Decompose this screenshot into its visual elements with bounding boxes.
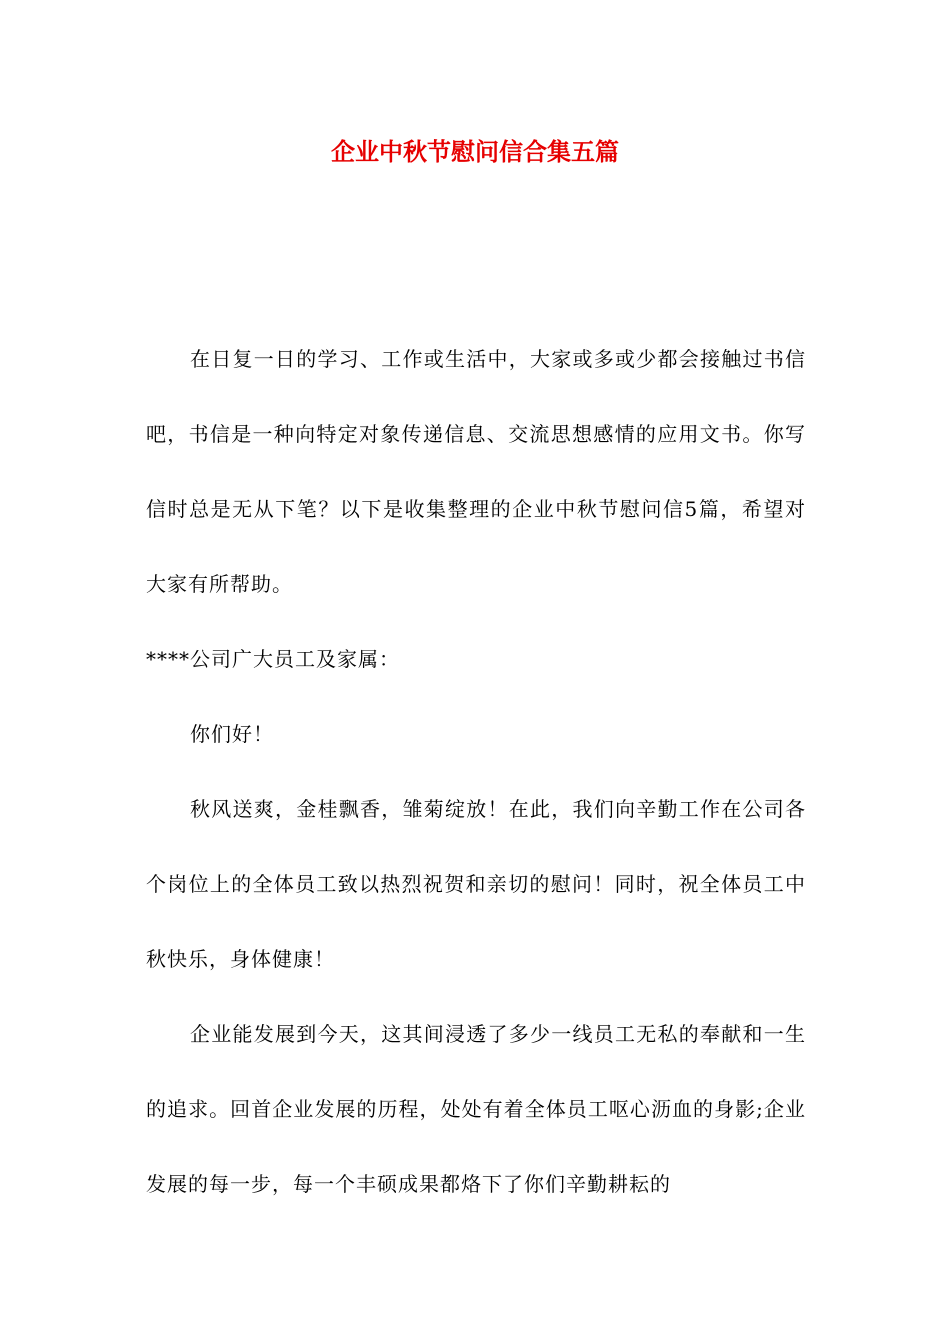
intro-paragraph: 在日复一日的学习、工作或生活中，大家或多或少都会接触过书信吧，书信是一种向特定对象传递信息、交流思想感情的应用文书。你写信时总是无从下笔？以下是收集整理的企业中秋节慰问信5篇，希望对大家有所帮助。 [146,347,806,596]
body-paragraph-2: 企业能发展到今天，这其间浸透了多少一线员工无私的奉献和一生的追求。回首企业发展的历程，处处有着全体员工呕心沥血的身影;企业发展的每一步，每一个丰硕成果都烙下了你们辛勤耕耘的 [146,1022,806,1196]
document-title: 企业中秋节慰问信合集五篇 [331,137,619,166]
body-paragraph-1: 秋风送爽，金桂飘香，雏菊绽放！在此，我们向辛勤工作在公司各个岗位上的全体员工致以热烈祝贺和亲切的慰问！同时，祝全体员工中秋快乐，身体健康！ [146,797,806,971]
document-body [146,322,806,1222]
greeting: 你们好！ [190,722,274,746]
salutation: ****公司广大员工及家属： [146,647,400,671]
